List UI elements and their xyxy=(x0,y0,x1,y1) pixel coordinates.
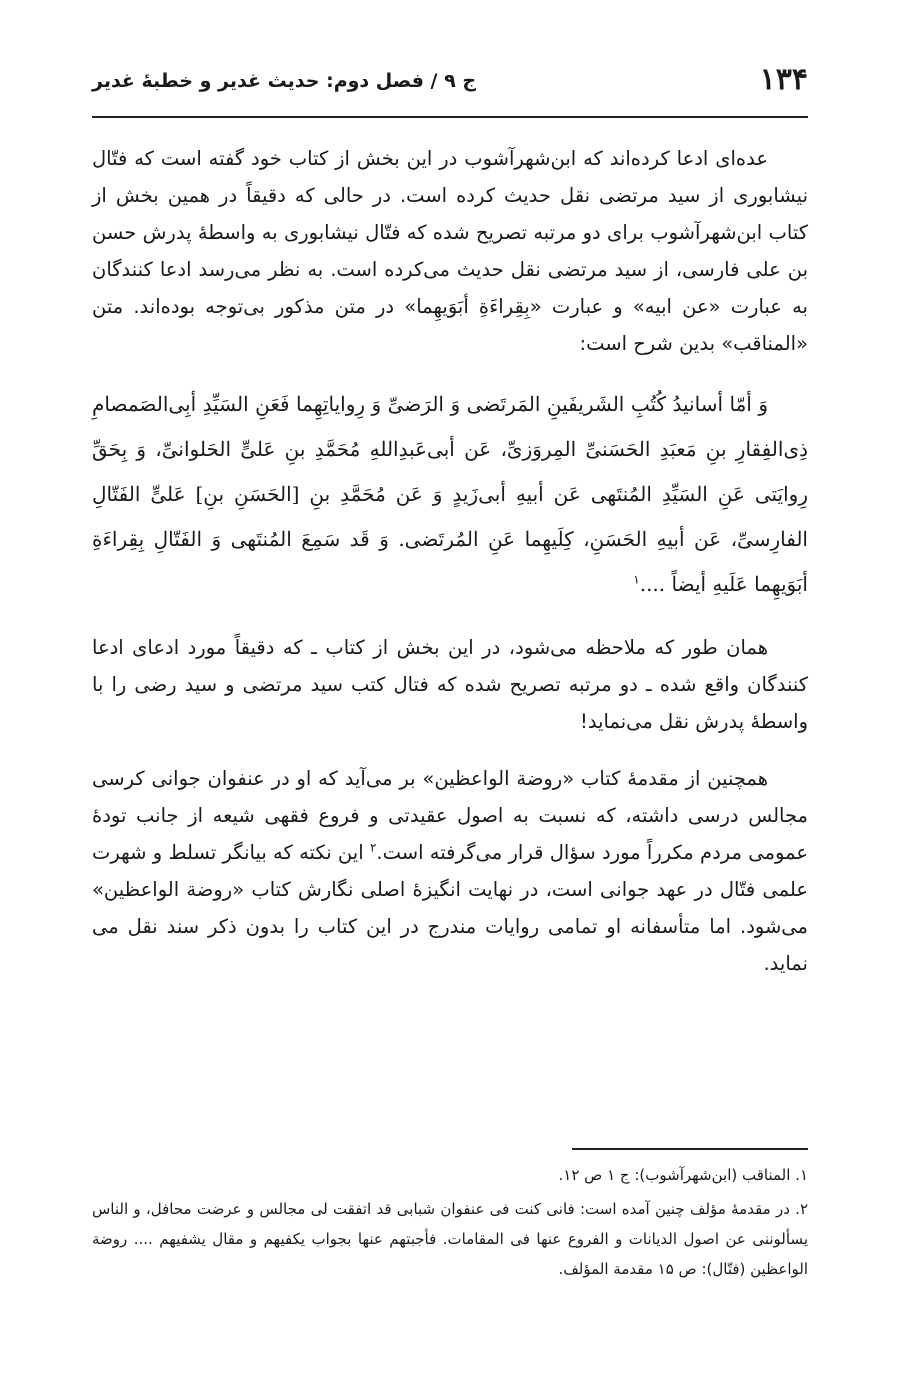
header-divider xyxy=(92,116,808,118)
footnotes xyxy=(92,1160,808,1288)
paragraph-3 xyxy=(92,760,808,982)
footnote-2: ۲. در مقدمهٔ مؤلف چنین آمده است: فانی کنت فی عنفوان شبابی قد اتفقت لی مجالس و عرضت محافل، و الناس یسألوننی عن اصول الدیانات و الفروع عنها فی المقامات. فأجبتهم عنها بجواب یکفیهم و مقال یشفیهم .... روضة الواعظین (فتّال): ص ۱۵ مقدمة المؤلف. xyxy=(92,1200,808,1278)
paragraph-3-part-2: این نکته که بیانگر تسلط و شهرت علمی فتّال در عهد جوانی است، در نهایت انگیزهٔ اصلی نگارش کتاب «روضة الواعظین» می‌شود. اما متأسفانه او تمامی روایات مندرج در این کتاب را بدون ذکر سند نقل می نماید. xyxy=(92,841,808,975)
footnote-ref-2[interactable]: ۲ xyxy=(369,840,377,855)
main-text xyxy=(92,140,808,1002)
paragraph-1: عده‌ای ادعا کرده‌اند که ابن‌شهرآشوب در این بخش از کتاب خود گفته است که فتّال نیشابوری از سید مرتضی نقل حدیث کرده است. در حالی که دقیقاً در همین بخش از کتاب ابن‌شهرآشوب برای دو مرتبه تصریح شده که فتّال نیشابوری به واسطهٔ پدرش حسن بن علی فارسی، از سید مرتضی نقل حدیث می‌کرده است. به نظر می‌رسد ادعا کنندگان به عبارت «عن ابیه» و عبارت «بِقِراءَةِ أبَوَیهِما» در متن مذکور بی‌توجه بوده‌اند. متن «المناقب» بدین شرح است: xyxy=(92,147,808,355)
footnote-divider xyxy=(572,1148,808,1150)
page-header xyxy=(92,58,808,114)
quotation-text: وَ أمّا أسانیدُ کُتُبِ الشَریفَینِ المَرتَضی وَ الرَضیِّ وَ رِوایاتِهِما فَعَنِ السَیِّدِ أبِی‌الصَمصامِ ذِی‌الفِقارِ بنِ مَعبَدِ الحَسَنیِّ المِروَزیِّ، عَن أبی‌عَبدِاللهِ مُحَمَّدِ بنِ عَلیٍّ الحَلوانیِّ، وَ بِحَقِّ رِوایَتی عَنِ السَیِّدِ المُنتَهی عَن أبیهِ أبی‌زَیدٍ وَ عَن مُحَمَّدِ بنِ [الحَسَنِ بنِ] عَلیٍّ الفَتّالِ الفارِسیِّ، عَن أبیهِ الحَسَنِ، کِلَیهِما عَنِ المُرتَضی. وَ قَد سَمِعَ المُنتَهی وَ الفَتّالِ بِقِراءَةِ أبَوَیهِما عَلَیهِ أیضاً .... xyxy=(92,392,808,596)
paragraph-2: همان طور که ملاحظه می‌شود، در این بخش از کتاب ـ که دقیقاً مورد ادعای ادعا کنندگان واقع شده ـ دو مرتبه تصریح شده که فتال کتب سید مرتضی و سید رضی را با واسطهٔ پدرش نقل می‌نماید! xyxy=(92,636,808,733)
running-head: ج ۹ / فصل دوم: حدیث غدیر و خطبهٔ غدیر xyxy=(92,70,477,92)
page-number: ۱۳۴ xyxy=(759,62,808,97)
footnote-1: ۱. المناقب (ابن‌شهرآشوب): ج ۱ ص ۱۲. xyxy=(558,1166,808,1184)
arabic-quotation xyxy=(92,382,808,607)
paragraph-3-part-1: همچنین از مقدمهٔ کتاب «روضة الواعظین» بر می‌آید که او در عنفوان جوانی کرسی مجالس درسی داشته، که نسبت به اصول عقیدتی و فروع فقهی شیعه از جانب تودهٔ عمومی مردم مکرراً مورد سؤال قرار می‌گرفته است. xyxy=(92,767,808,864)
footnote-ref-1[interactable]: ۱ xyxy=(633,572,640,587)
